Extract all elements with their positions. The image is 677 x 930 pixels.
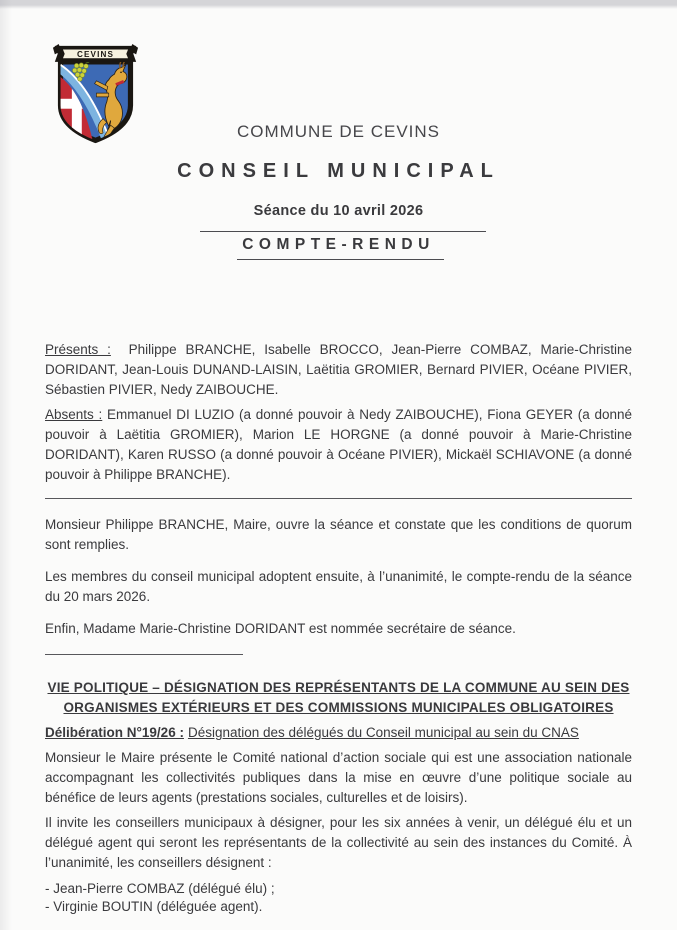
opening-paragraph: Monsieur Philippe BRANCHE, Maire, ouvre la séance et constate que les conditions de quorum sont remplies. (45, 517, 632, 552)
rule-above-compte-rendu (200, 231, 486, 232)
document-body (45, 340, 632, 915)
secretary-paragraph: Enfin, Madame Marie-Christine DORIDANT est nommée secrétaire de séance. (45, 621, 516, 636)
commune-name: COMMUNE DE CEVINS (236, 122, 441, 141)
presents-paragraph (45, 340, 632, 400)
cnas-presentation-paragraph: Monsieur le Maire présente le Comité national d’action sociale qui est une association nationale accompagnant les collectivités publiques dans la mise en œuvre d’une politique sociale au bénéfice de leurs agents (prestations sociales, culturelles et de loisirs). (45, 750, 632, 805)
designation-list (45, 880, 632, 915)
crest-banner-text: CEVINS (76, 49, 115, 59)
full-width-divider (45, 498, 632, 499)
section-heading: VIE POLITIQUE – DÉSIGNATION DES REPRÉSENTANTS DE LA COMMUNE AU SEIN DES ORGANISMES EXTÉRIEURS ET DES COMMISSIONS MUNICIPALES OBLIGATOIRES (47, 680, 630, 715)
short-divider (45, 654, 243, 655)
cnas-invitation-paragraph: Il invite les conseillers municipaux à désigner, pour les six années à venir, un délégué élu et un délégué agent qui seront les représentants de la collectivité au sein des instances du Comité. À l’unanimité, les conseillers désignent : (45, 815, 632, 870)
presents-names: Philippe BRANCHE, Isabelle BROCCO, Jean-Pierre COMBAZ, Marie-Christine DORIDANT, Jean-Louis DUNAND-LAISIN, Laëtitia GROMIER, Bernard PIVIER, Océane PIVIER, Sébastien PIVIER, Nedy ZAIBOUCHE. (45, 342, 633, 397)
absents-paragraph (45, 405, 632, 485)
absents-names: Emmanuel DI LUZIO (a donné pouvoir à Nedy ZAIBOUCHE), Fiona GEYER (a donné pouvoir à Laëtitia GROMIER), Marion LE HORGNE (a donné pouvoir à Marie-Christine DORIDANT), Karen RUSSO (a donné pouvoir à Océane PIVIER), Mickaël SCHIAVONE (a donné pouvoir à Philippe BRANCHE). (45, 407, 632, 482)
session-date: Séance du 10 avril 2026 (253, 203, 424, 219)
document-type: COMPTE-RENDU (242, 236, 435, 253)
deliberation-subject: Désignation des délégués du Conseil municipal au sein du CNAS (187, 725, 579, 740)
deliberation-number: Délibération N°19/26 : (45, 725, 184, 740)
absents-label: Absents : (45, 407, 103, 422)
deliberation-title-line (45, 723, 632, 743)
adoption-paragraph: Les membres du conseil municipal adoptent ensuite, à l’unanimité, le compte-rendu de la séance du 20 mars 2026. (45, 569, 632, 604)
designation-item: - Jean-Pierre COMBAZ (délégué élu) ; (45, 881, 275, 896)
presents-label: Présents : (45, 342, 111, 357)
page-title: CONSEIL MUNICIPAL (177, 160, 500, 182)
designation-item: - Virginie BOUTIN (déléguée agent). (45, 898, 263, 914)
crest-banner (53, 44, 138, 62)
rule-below-compte-rendu (237, 259, 444, 260)
scan-edge-top (0, 0, 677, 9)
